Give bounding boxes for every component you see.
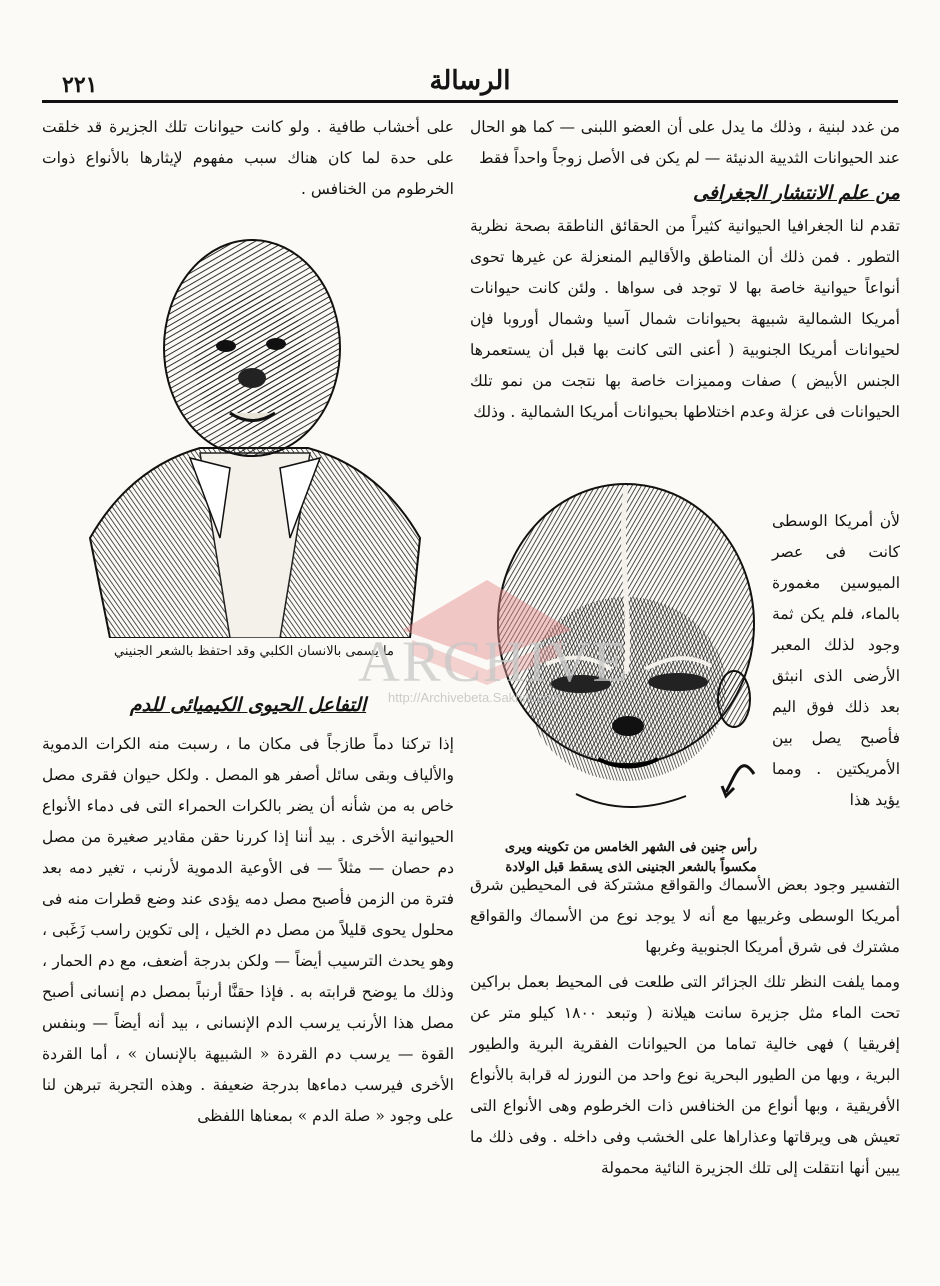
left-intro: على أخشاب طافية . ولو كانت حيوانات تلك الجزيرة قد خلقت على حدة لما كان هناك سبب مفهوم لإيثارها بالأنواع ذوات الخرطوم من الخنافس .: [42, 118, 454, 198]
dog-faced-man-figure: [70, 238, 438, 659]
section-title-blood: التفاعل الحيوى الكيميائى للدم: [129, 694, 367, 716]
header-rule: [42, 100, 898, 103]
watermark-url: http://Archivebeta.Sakhrit.com: [388, 690, 562, 705]
right-paragraph-3: ومما يلفت النظر تلك الجزائر التى طلعت فى المحيط بعمل براكين تحت الماء مثل جزيرة سانت هيلانة ( وتبعد ١٨٠٠ كيلو متر عن إفريقيا ) فهى خالية تماما من الحيوانات الفقرية البرية والطيور البرية ، وبها من الطيور البحرية نوع واحد من النورز له قرابة بالأنواع الأفريقية ، وبها أنواع من الخنافس ذات الخرطوم وهى الأنواع التى تعيش هى ويرقاتها وعذاراها على الخشب وفى داخله . وفى ذلك ما يبين أنها انتقلت إلى تلك الجزيرة النائية محمولة: [470, 973, 901, 1177]
dog-faced-man-illustration: [70, 238, 438, 638]
left-column: [42, 112, 454, 205]
page-header: [42, 62, 898, 100]
wrapped-text: لأن أمريكا الوسطى كانت فى عصر الميوسين مغمورة بالماء، فلم يكن ثمة وجود لذلك المعبر الأرضى الذى انبثق بعد ذلك فوق اليم فأصبح يصل بين الأمريكتين . ومما يؤيد هذا: [772, 512, 900, 809]
right-intro: من غدد لبنية ، وذلك ما يدل على أن العضو اللبنى — كما هو الحال عند الحيوانات الثديية الدنيئة — لم يكن فى الأصل زوجاً واحداً فقط: [470, 118, 900, 167]
right-column: [470, 112, 900, 428]
section-title-geographic: من علم الانتشار الجغرافى: [693, 182, 900, 204]
left-paragraph: إذا تركنا دماً طازجاً فى مكان ما ، رسبت منه الكرات الدموية والألياف وبقى سائل أصفر هو المصل . ولكل حيوان فقرى مصل خاص به من شأنه أن يضر بالكرات الحمراء التى فى دماء الأنواع الحيوانية الأخرى . بيد أننا إذا كررنا حقن مقادير صغيرة من مصل دم حصان — مثلاً — فى الأوعية الدموية لأرنب ، تغير دمه بعد فترة من الزمن فأصبح مصل دمه يؤدى عند وضع قطرات منه فى محلول يحوى قليلاً من مصل دم الخيل ، إلى تكوين راسب زَغَبى ، وهو يحدث الترسيب أيضاً — ولكن بدرجة أضعف، مع دم الحمار ، وذلك ما يوضح قرابته به . فإذا حقنَّا أرنباً بمصل دم إنسانى أصبح مصل هذا الأرنب يرسب الدم الإنسانى ، بيد أنه أيضاً — وبنفس القوة — يرسب دم القردة « الشبيهة بالإنسان » ، أما القردة الأخرى فيرسب دماءها بدرجة ضعيفة . وهذه التجربة تبرهن لنا على وجود « صلة الدم » بمعناها اللفظى: [42, 735, 454, 1125]
right-paragraph-1: تقدم لنا الجغرافيا الحيوانية كثيراً من الحقائق الناطقة بصحة نظرية التطور . فمن ذلك أن المناطق والأقاليم المنعزلة عن غيرها تحوى أنواعاً حيوانية خاصة بها لا توجد فى سواها . ولئن كانت حيوانات أمريكا الشمالية شبيهة بحيوانات شمال آسيا وشمال أوروبا فإن لحيوانات أمريكا الجنوبية ( أعنى التى كانت بها قبل أن يستعمرها الجنس الأبيض ) صفات ومميزات خاصة بها نتجت من نمو تلك الحيوانات فى عزلة وعدم اختلاطها بحيوانات أمريكا الشمالية . وذلك: [470, 217, 900, 421]
embryo-figure-caption: رأس جنين فى الشهر الخامس من تكوينه ويرى مكسواً بالشعر الجنينى الذى يسقط قبل الولادة: [504, 840, 758, 875]
right-continuation: [470, 870, 900, 1184]
journal-title: الرسالة: [429, 66, 511, 96]
page-number: ٢٢١: [62, 72, 98, 98]
watermark-text: ARCHIVE: [358, 629, 630, 694]
left-lower-column: [42, 686, 454, 1132]
man-figure-caption: ما يسمى بالانسان الكلبي وقد احتفظ بالشعر الجنيني: [114, 644, 394, 659]
right-paragraph-2: التفسير وجود بعض الأسماك والقواقع مشتركة فى المحيطين شرق أمريكا الوسطى وغربيها مع أنه لا يوجد نوع من الأسماك والقواقع مشترك فى شرق أمريكا الجنوبية وغربها: [470, 876, 900, 956]
